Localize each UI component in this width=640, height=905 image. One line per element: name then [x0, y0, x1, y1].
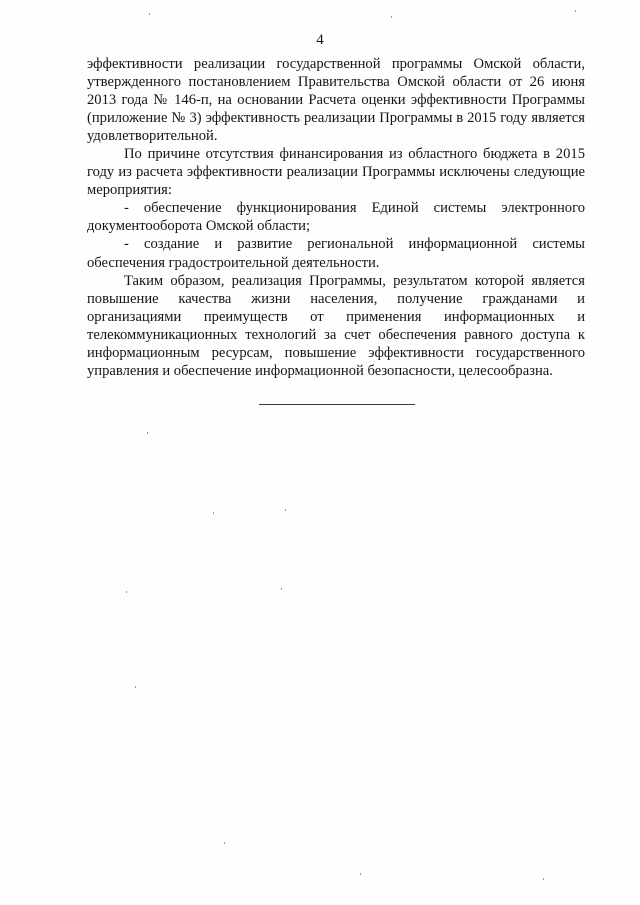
scan-speck [213, 512, 214, 514]
scan-speck [126, 591, 127, 593]
end-of-text-rule [259, 404, 415, 405]
document-body [87, 55, 585, 380]
scan-speck [149, 13, 150, 15]
list-item-urban-planning-system: - создание и развитие региональной информационной системы обеспечения градостроительной деятельности. [87, 236, 585, 271]
scan-speck [575, 10, 576, 12]
page-number: 4 [316, 32, 324, 48]
scan-speck [543, 878, 544, 880]
list-item-edms: - обеспечение функционирования Единой системы электронного документооборота Омской области; [87, 200, 585, 235]
paragraph-efficiency-conclusion: эффективности реализации государственной программы Омской области, утвержденного постановлением Правительства Омской области от 26 июня 2013 года № 146-п, на основании Расчета оценки эффективности Программы (приложение № 3) эффективность реализации Программы в 2015 году является удовлетворительной. [87, 56, 585, 145]
scan-speck [285, 509, 286, 511]
scan-speck [147, 432, 148, 434]
paragraph-excluded-activities: По причине отсутствия финансирования из областного бюджета в 2015 году из расчета эффективности реализации Программы исключены следующие мероприятия: [87, 146, 585, 199]
scan-speck [360, 873, 361, 875]
paragraph-final-conclusion: Таким образом, реализация Программы, результатом которой является повышение качества жизни населения, получение гражданами и организациями преимуществ от применения информационных и телекоммуникационных технологий за счет обеспечения равного доступа к информационным ресурсам, повышение эффективности государственного управления и обеспечение информационной безопасности, целесообразна. [87, 272, 585, 379]
scan-speck [224, 842, 225, 844]
scan-speck [391, 16, 392, 18]
scan-speck [281, 588, 282, 590]
scan-speck [135, 686, 136, 688]
